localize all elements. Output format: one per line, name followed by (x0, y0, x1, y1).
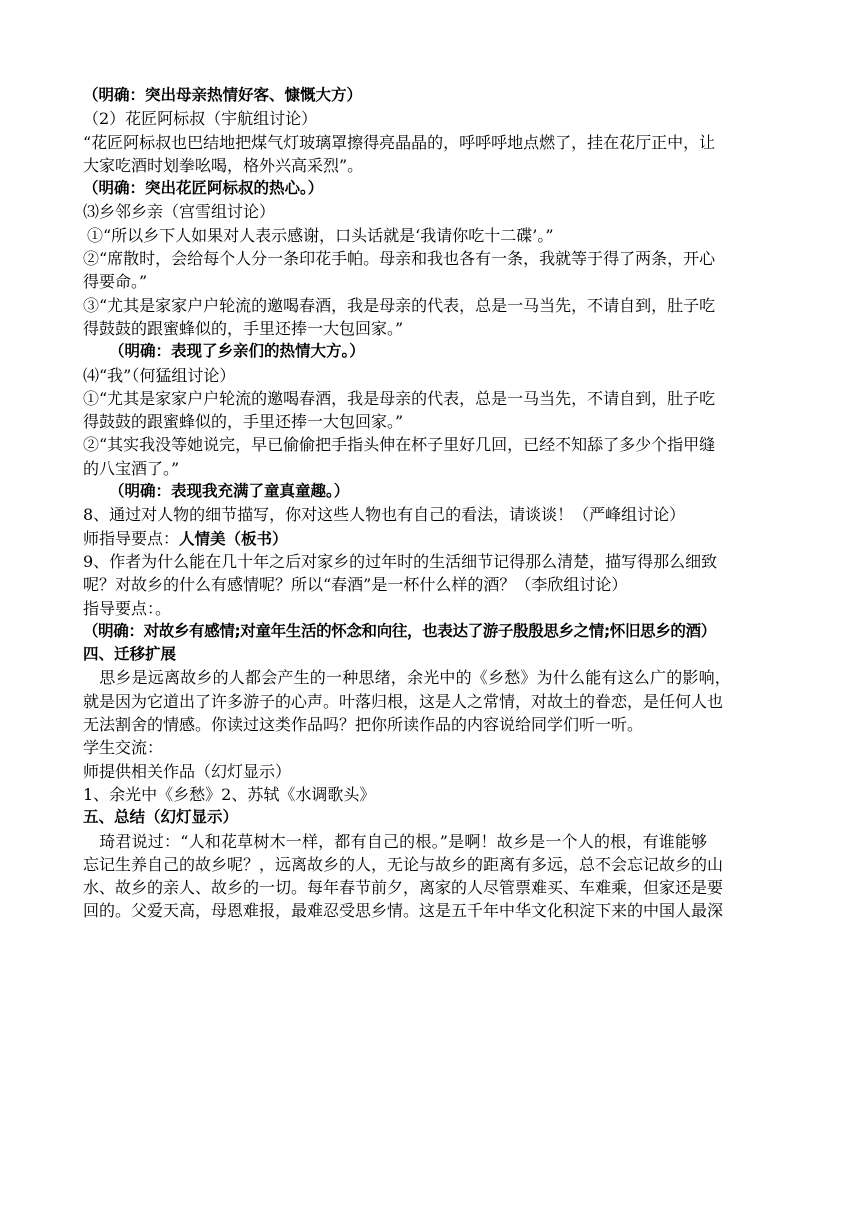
quote-gardener-1: “花匠阿标叔也巴结地把煤气灯玻璃罩擦得亮晶晶的，呼呼呼地点燃了，挂在花厅正中，让 (83, 132, 716, 152)
quote-villagers-3b: 得鼓鼓的跟蜜蜂似的，手里还捧一大包回家。” (83, 318, 404, 338)
section-4-heading: 四、迁移扩展 (83, 645, 177, 664)
quote-villagers-2a: ②“席散时，会给每个人分一条印花手帕。母亲和我也各有一条，我就等于得了两条，开心 (83, 249, 716, 269)
section-4-para-2: 就是因为它道出了许多游子的心声。叶落归根，这是人之常情，对故土的眷恋，是任何人也 (83, 691, 724, 711)
summary-para-1: 琦君说过：“人和花草树木一样，都有自己的根。”是啊！故乡是一个人的根，有谁能够 (83, 831, 708, 851)
teacher-point-board: 人情美（板书） (179, 529, 288, 548)
section-5-heading: 五、总结（幻灯显示） (83, 808, 239, 827)
summary-para-4: 回的。父爱天高，母恩难报，最难忍受思乡情。这是五千年中华文化积淀下来的中国人最深 (83, 901, 724, 921)
guide-point: 指导要点：。 (83, 598, 172, 618)
quote-me-1b: 得鼓鼓的跟蜜蜂似的，手里还捧一大包回家。” (83, 412, 404, 432)
heading-gardener: （2）花匠阿标叔（宇航组讨论） (83, 109, 318, 129)
section-4-para-3: 无法割舍的情感。你读过这类作品吗？把你所读作品的内容说给同学们听一听。 (83, 715, 644, 735)
student-exchange: 学生交流： (83, 738, 164, 758)
section-4-para-1: 思乡是远离故乡的人都会产生的一种思绪，余光中的《乡愁》为什么能有这么广的影响， (83, 668, 732, 688)
quote-me-1a: ①“尤其是家家户户轮流的邀喝春酒，我是母亲的代表，总是一马当先，不请自到，肚子吃 (83, 388, 716, 408)
question-9b: 呢？对故乡的什么有感情呢？所以“春酒”是一杯什么样的酒？（李欣组讨论） (83, 575, 628, 595)
question-9a: 9、作者为什么能在几十年之后对家乡的过年时的生活细节记得那么清楚，描写得那么细致 (83, 551, 718, 571)
note-me: （明确：表现我充满了童真童趣。） (109, 482, 350, 501)
teacher-point-label: 师指导要点： (83, 528, 180, 548)
quote-me-2b: 的八宝酒了。” (83, 458, 180, 478)
heading-villagers: ⑶乡邻乡亲（宫雪组讨论） (83, 202, 276, 222)
quote-me-2a: ②“其实我没等她说完，早已偷偷把手指头伸在杯子里好几回，已经不知舔了多少个指甲缝 (83, 435, 716, 455)
teacher-works: 师提供相关作品（幻灯显示） (83, 761, 292, 781)
summary-para-2: 忘记生养自己的故乡呢？，远离故乡的人，无论与故乡的距离有多远，总不会忘记故乡的山 (83, 854, 724, 874)
teacher-point-line (83, 527, 783, 550)
note-villagers: （明确：表现了乡亲们的热情大方。） (109, 342, 365, 361)
quote-villagers-3a: ③“尤其是家家户户轮流的邀喝春酒，我是母亲的代表，总是一马当先，不请自到，肚子吃 (83, 295, 716, 315)
note-gardener: （明确：突出花匠阿标叔的热心。） (83, 179, 324, 198)
works-list: 1、余光中《乡愁》2、苏轼《水调歌头》 (83, 784, 376, 804)
summary-para-3: 水、故乡的亲人、故乡的一切。每年春节前夕，离家的人尽管票难买、车难乘，但家还是要 (83, 878, 724, 898)
document-body (83, 84, 783, 923)
note-mother: （明确：突出母亲热情好客、慷慨大方） (83, 86, 363, 104)
note-hometown: （明确：对故乡有感情;对童年生活的怀念和向往，也表达了游子殷殷思乡之情;怀旧思乡的酒） (83, 621, 716, 640)
quote-villagers-1: ①“所以乡下人如果对人表示感谢，口头话就是‘我请你吃十二碟’。” (87, 225, 554, 245)
question-8: 8、通过对人物的细节描写，你对这些人物也有自己的看法，请谈谈！（严峰组讨论） (83, 505, 686, 525)
quote-villagers-2b: 得要命。” (83, 272, 148, 292)
heading-me: ⑷“我”（何猛组讨论） (83, 365, 236, 385)
quote-gardener-2: 大家吃酒时划拳吆喝，格外兴高采烈”。 (83, 155, 364, 175)
